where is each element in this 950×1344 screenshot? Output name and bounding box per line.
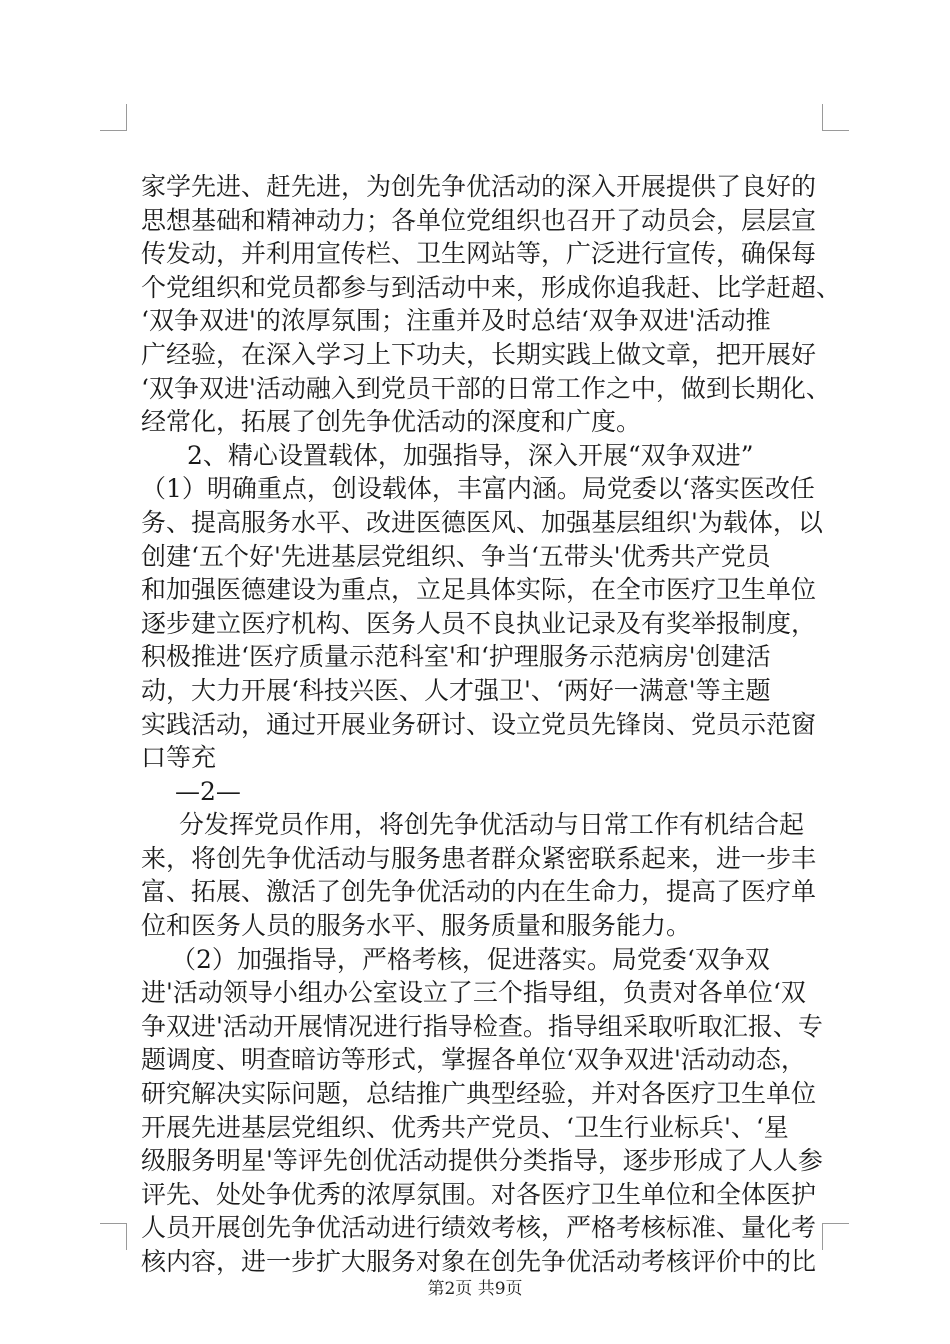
crop-mark-top-left [100,104,127,131]
crop-mark-bottom-left [100,1223,127,1250]
body-line: 核内容，进一步扩大服务对象在创先争优活动考核评价中的比 [141,1247,817,1276]
body-line: 实践活动，通过开展业务研讨、设立党员先锋岗、党员示范窗 [141,709,817,739]
body-line: 评先、处处争优秀的浓厚氛围。对各医疗卫生单位和全体医护 [141,1179,817,1209]
body-line: ‘双争双进'活动融入到党员干部的日常工作之中，做到长期化、 [141,373,831,403]
body-line: 题调度、明查暗访等形式，掌握各单位‘双争双进'活动动态， [141,1045,806,1075]
body-line: 富、拓展、激活了创先争优活动的内在生命力，提高了医疗单 [141,877,817,907]
body-line: 逐步建立医疗机构、医务人员不良执业记录及有奖举报制度， [141,608,817,638]
inline-page-marker: —2— [175,776,241,806]
body-line: 研究解决实际问题，总结推广典型经验，并对各医疗卫生单位 [141,1079,817,1109]
body-line: 积极推进‘医疗质量示范科室'和‘护理服务示范病房'创建活 [141,642,771,672]
body-line: （2）加强指导，严格考核，促进落实。局党委‘双争双 [171,944,770,974]
body-line: 家学先进、赶先进，为创先争优活动的深入开展提供了良好的 [141,172,817,201]
body-line: 务、提高服务水平、改进医德医风、加强基层组织'为载体，以 [141,507,823,537]
section-heading: 2、精心设置载体，加强指导，深入开展“双争双进” [187,440,754,470]
body-line: 传发动，并利用宣传栏、卫生网站等，广泛进行宣传，确保每 [141,239,817,269]
body-line: 位和医务人员的服务水平、服务质量和服务能力。 [141,911,692,941]
body-line: 和加强医德建设为重点，立足具体实际，在全市医疗卫生单位 [141,575,817,605]
page-footer: 第2页 共9页 [427,1279,523,1299]
body-line: 人员开展创先争优活动进行绩效考核，严格考核标准、量化考 [141,1213,817,1243]
body-line: ‘双争双进'的浓厚氛围；注重并及时总结‘双争双进'活动推 [141,306,771,336]
document-body [141,170,842,1279]
body-line: 开展先进基层党组织、优秀共产党员、‘卫生行业标兵'、‘星 [141,1112,789,1142]
body-line: 口等充 [141,743,217,773]
body-line: 分发挥党员作用，将创先争优活动与日常工作有机结合起 [179,810,805,840]
body-line: 创建‘五个好'先进基层党组织、争当‘五带头'优秀共产党员 [141,541,771,571]
body-line: 广经验，在深入学习上下功夫，长期实践上做文章，把开展好 [141,339,817,369]
body-line: 动，大力开展‘科技兴医、人才强卫'、‘两好一满意'等主题 [141,675,771,705]
body-line: 思想基础和精神动力；各单位党组织也召开了动员会，层层宣 [141,205,817,235]
body-line: （1）明确重点，创设载体，丰富内涵。局党委以‘落实医改任 [141,474,815,504]
body-line: 个党组织和党员都参与到活动中来，形成你追我赶、比学赶超、 [141,272,842,302]
body-line: 进'活动领导小组办公室设立了三个指导组，负责对各单位‘双 [141,978,806,1008]
body-line: 来，将创先争优活动与服务患者群众紧密联系起来，进一步丰 [141,843,817,873]
body-line: 级服务明星'等评先创优活动提供分类指导，逐步形成了人人参 [141,1146,823,1176]
body-line: 争双进'活动开展情况进行指导检查。指导组采取听取汇报、专 [141,1011,823,1041]
body-line: 经常化，拓展了创先争优活动的深度和广度。 [141,407,642,437]
crop-mark-top-right [822,104,849,131]
